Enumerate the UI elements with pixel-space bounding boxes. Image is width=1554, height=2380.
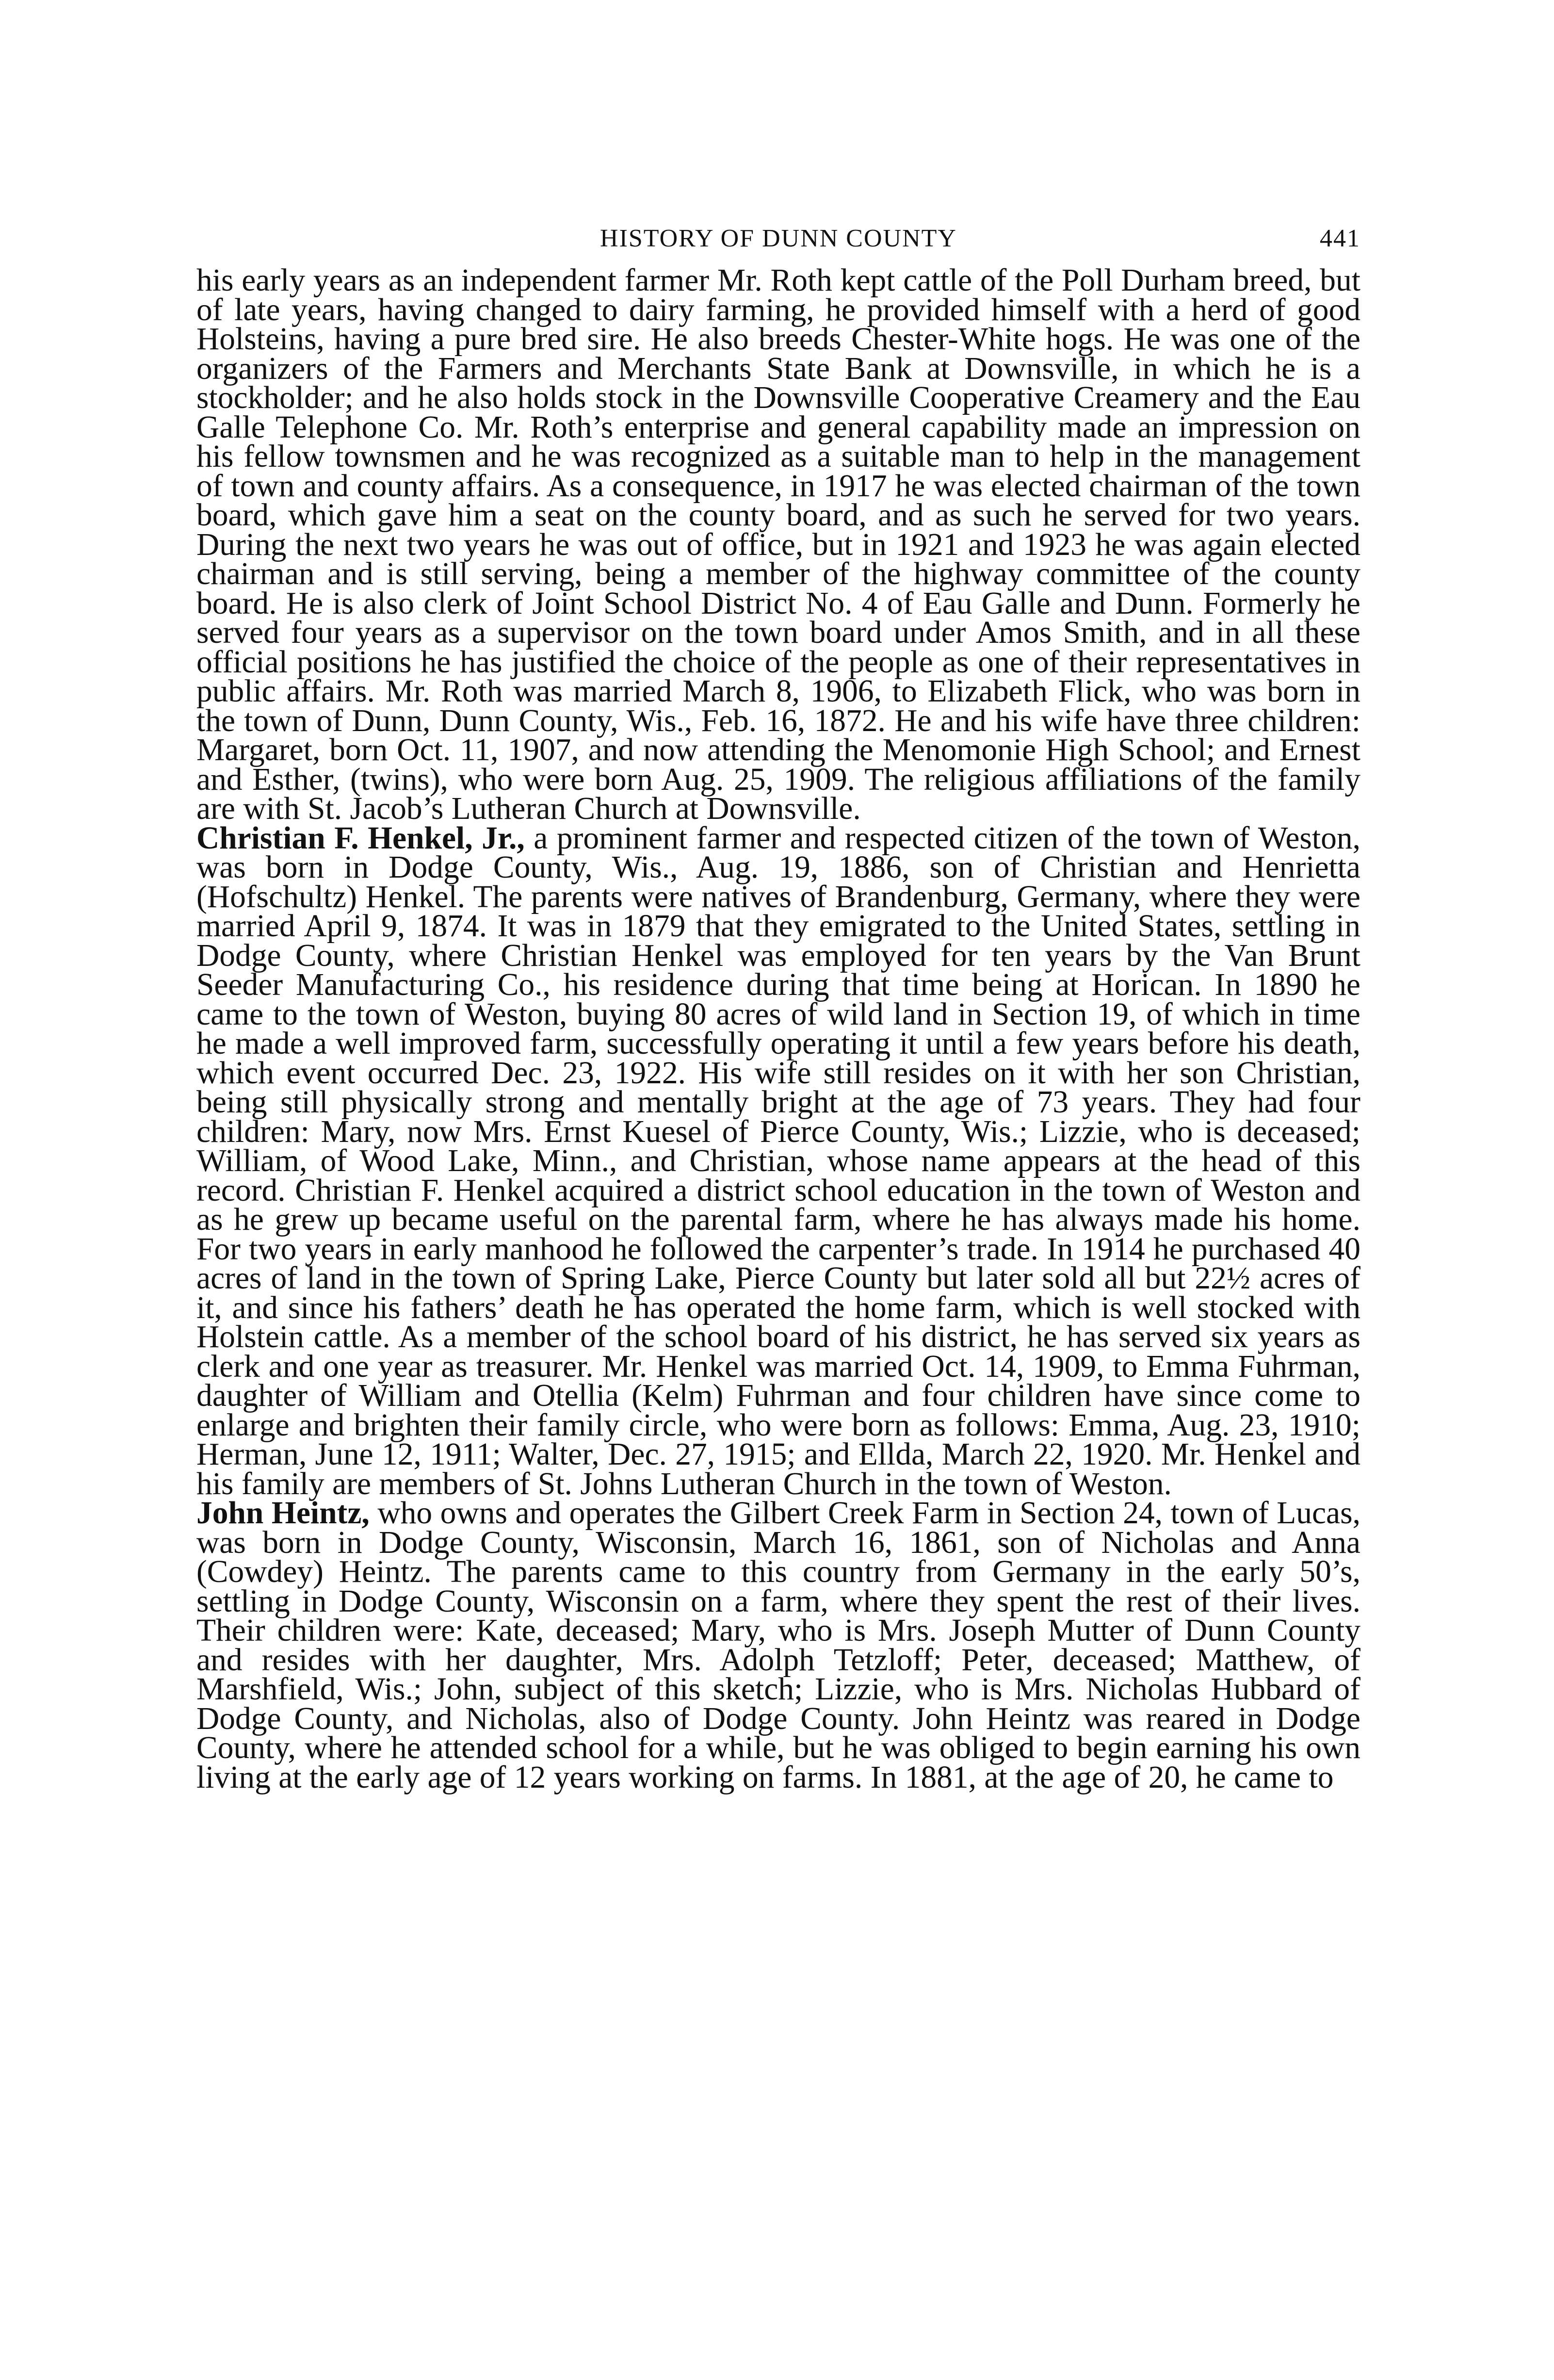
body-text	[196, 263, 1360, 1795]
paragraph-text: a prominent farmer and respected citizen of the town of Weston, was born in Dodge County, Wis., Aug. 19, 1886, son of Christian and Henrietta (Hofschultz) Henkel. The parents were natives of Brandenburg, Germany, where they were married April 9, 1874. It was in 1879 that they emigrated to the United States, settling in Dodge County, where Christian Henkel was employed for ten years by the Van Brunt Seeder Manufacturing Co., his residence during that time being at Horican. In 1890 he came to the town of Weston, buying 80 acres of wild land in Section 19, of which in time he made a well improved farm, successfully operating it until a few years before his death, which event occurred Dec. 23, 1922. His wife still resides on it with her son Christian, being still physically strong and mentally bright at the age of 73 years. They had four children: Mary, now Mrs. Ernst Kuesel of Pierce County, Wis.; Lizzie, who is deceased; William, of Wood Lake, Minn., and Christian, whose name appears at the head of this record. Christian F. Henkel acquired a district school education in the town of Weston and as he grew up became useful on the parental farm, where he has always made his home. For two years in early manhood he followed the carpenter’s trade. In 1914 he purchased 40 acres of land in the town of Spring Lake, Pierce County but later sold all but 22½ acres of it, and since his fathers’ death he has operated the home farm, which is well stocked with Holstein cattle. As a member of the school board of his district, he has served six years as clerk and one year as treasurer. Mr. Henkel was married Oct. 14, 1909, to Emma Fuhrman, daughter of William and Otellia (Kelm) Fuhrman and four children have since come to enlarge and brighten their family circle, who were born as follows: Emma, Aug. 23, 1910; Herman, June 12, 1911; Walter, Dec. 27, 1915; and Ellda, March 22, 1920. Mr. Henkel and his family are members of St. Johns Lutheran Church in the town of Weston.	[196, 820, 1360, 1501]
paragraph-text: his early years as an independent farmer Mr. Roth kept cattle of the Poll Durham breed, but of late years, having changed to dairy farming, he provided himself with a herd of good Holsteins, having a pure bred sire. He also breeds Chester-White hogs. He was one of the organizers of the Farmers and Merchants State Bank at Downsville, in which he is a stockholder; and he also holds stock in the Downsville Cooperative Creamery and the Eau Galle Telephone Co. Mr. Roth’s enterprise and general capability made an impression on his fellow townsmen and he was recognized as a suitable man to help in the management of town and county affairs. As a consequence, in 1917 he was elected chairman of the town board, which gave him a seat on the county board, and as such he served for two years. During the next two years he was out of office, but in 1921 and 1923 he was again elected chairman and is still serving, being a member of the highway committee of the county board. He is also clerk of Joint School District No. 4 of Eau Galle and Dunn. Formerly he served four years as a supervisor on the town board under Amos Smith, and in all these official positions he has justified the choice of the people as one of their representatives in public affairs. Mr. Roth was married March 8, 1906, to Elizabeth Flick, who was born in the town of Dunn, Dunn County, Wis., Feb. 16, 1872. He and his wife have three children: Margaret, born Oct. 11, 1907, and now attending the Menomonie High School; and Ernest and Esther, (twins), who were born Aug. 25, 1909. The religious affiliations of the family are with St. Jacob’s Lutheran Church at Downsville.	[196, 263, 1360, 826]
running-head	[196, 224, 1360, 258]
biography-name: Christian F. Henkel, Jr.,	[196, 820, 525, 856]
biography-name: John Heintz,	[196, 1496, 370, 1531]
paragraph-text: who owns and operates the Gilbert Creek Farm in Section 24, town of Lucas, was born in Dodge County, Wisconsin, March 16, 1861, son of Nicholas and Anna (Cowdey) Heintz. The parents came to this country from Germany in the early 50’s, settling in Dodge County, Wisconsin on a farm, where they spent the rest of their lives. Their children were: Kate, deceased; Mary, who is Mrs. Joseph Mutter of Dunn County and resides with her daughter, Mrs. Adolph Tetzloff; Peter, deceased; Matthew, of Marshfield, Wis.; John, subject of this sketch; Lizzie, who is Mrs. Nicholas Hubbard of Dodge County, and Nicholas, also of Dodge County. John Heintz was reared in Dodge County, where he attended school for a while, but he was obliged to begin earning his own living at the early age of 12 years working on farms. In 1881, at the age of 20, he came to	[196, 1496, 1360, 1795]
page-title: HISTORY OF DUNN COUNTY	[600, 225, 957, 252]
roth-continuation-paragraph	[196, 263, 1360, 826]
page-number: 441	[1320, 225, 1360, 252]
henkel-biography-paragraph	[196, 820, 1360, 1501]
heintz-biography-paragraph	[196, 1496, 1360, 1795]
